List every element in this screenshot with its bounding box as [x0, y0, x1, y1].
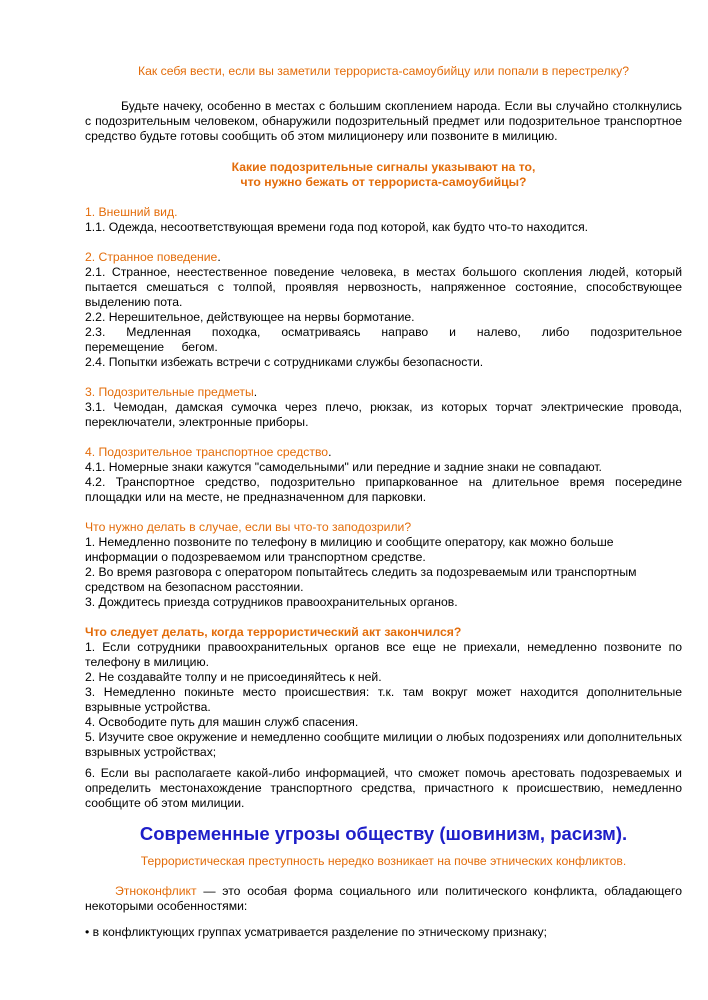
section-item: 3. Немедленно покиньте место происшествия: т.к. там вокруг может находится дополнительные взрывные устройства. [85, 685, 682, 714]
section-item: 2.3. Медленная походка, осматриваясь направо и налево, либо подозрительное перемещение бегом. [85, 325, 682, 354]
section-item: 4. Освободите путь для машин служб спасения. [85, 715, 359, 729]
section-objects [85, 385, 682, 430]
signals-title [85, 160, 682, 190]
bullet-item: • в конфликтующих группах усматривается разделение по этническому признаку; [85, 925, 548, 939]
section-item: 2.4. Попытки избежать встречи с сотрудниками службы безопасности. [85, 355, 484, 369]
section-title: 3. Подозрительные предметы [85, 385, 254, 399]
section-item: 4.1. Номерные знаки кажутся "самодельными" или передние и задние знаки не совпадают. [85, 460, 602, 474]
section-title: 1. Внешний вид. [85, 205, 178, 219]
section-item: 2.1. Странное, неестественное поведение человека, в местах большого скопления людей, который пытается смешаться с толпой, проявляя нервозность, напряженное состояние, способствующее выделению пота. [85, 265, 682, 309]
section-item: 3.1. Чемодан, дамская сумочка через плечо, рюкзак, из которых торчат электрические провода, переключатели, электронные приборы. [85, 400, 682, 429]
page-heading: Как себя вести, если вы заметили террориста-самоубийцу или попали в перестрелку? [138, 64, 629, 78]
ethno-definition [85, 884, 682, 914]
section-item: 5. Изучите свое окружение и немедленно сообщите милиции о любых подозрениях или дополнительных взрывных устройствах; [85, 730, 683, 759]
section-after-attack [85, 625, 682, 811]
intro-paragraph: Будьте начеку, особенно в местах с большим скоплением народа. Если вы случайно столкнулись с подозрительным человеком, обнаружили подозрительный предмет или подозрительное транспортное средство будьте готовы сообщить об этом милиционеру или позвоните в милицию. [85, 99, 682, 143]
ethno-term: Этноконфликт [115, 884, 197, 898]
section-item: 1.1. Одежда, несоответствующая времени года под которой, как будто что-то находится. [85, 220, 589, 234]
section-item: 1. Немедленно позвоните по телефону в милицию и сообщите оператору, как можно больше информации о подозреваемом или транспортном средстве. [85, 535, 614, 564]
section-title-row [85, 445, 682, 460]
section-appearance [85, 205, 682, 235]
signals-title-line1: Какие подозрительные сигналы указывают на то, [231, 160, 536, 174]
section-title: 2. Странное поведение [85, 250, 218, 264]
section-title: 4. Подозрительное транспортное средство [85, 445, 329, 459]
section-suspect [85, 520, 682, 610]
section-title-row [85, 250, 682, 265]
title-dot: . [217, 250, 221, 264]
section-item: 2.2. Нерешительное, действующее на нервы бормотание. [85, 310, 415, 324]
section-title: Что нужно делать в случае, если вы что-то заподозрили? [85, 520, 412, 534]
ethno-text: — это особая форма социального или политического конфликта, обладающего некоторыми особенностями: [85, 884, 682, 913]
section-item: 6. Если вы располагаете какой-либо информацией, что сможет помочь арестовать подозреваемых и определить местонахождение транспортного средства, причастного к происшествию, немедленно сообщите об этом милиции. [85, 766, 682, 810]
section-behavior [85, 250, 682, 370]
section-item: 3. Дождитесь приезда сотрудников правоохранительных органов. [85, 595, 458, 609]
title-dot: . [328, 445, 332, 459]
tagline: Террористическая преступность нередко возникает на почве этнических конфликтов. [140, 854, 627, 868]
section-vehicle [85, 445, 682, 505]
title-dot: . [253, 385, 258, 399]
document-page [85, 62, 682, 940]
section-item: 2. Не создавайте толпу и не присоединяйтесь к ней. [85, 670, 382, 684]
section-title-row [85, 385, 682, 400]
threats-title: Современные угрозы обществу (шовинизм, расизм). [139, 823, 628, 844]
section-item: 2. Во время разговора с оператором попытайтесь следить за подозреваемым или транспортным средством на безопасном расстоянии. [85, 565, 637, 594]
section-title: Что следует делать, когда террористический акт закончился? [85, 625, 462, 639]
section-item: 1. Если сотрудники правоохранительных органов все еще не приехали, немедленно позвоните по телефону в милицию. [85, 640, 682, 669]
signals-title-line2: что нужно бежать от террориста-самоубийцы? [240, 175, 527, 189]
section-item: 4.2. Транспортное средство, подозрительно припаркованное на длительное время посередине площадки или на месте, не предназначенном для парковки. [85, 475, 682, 504]
